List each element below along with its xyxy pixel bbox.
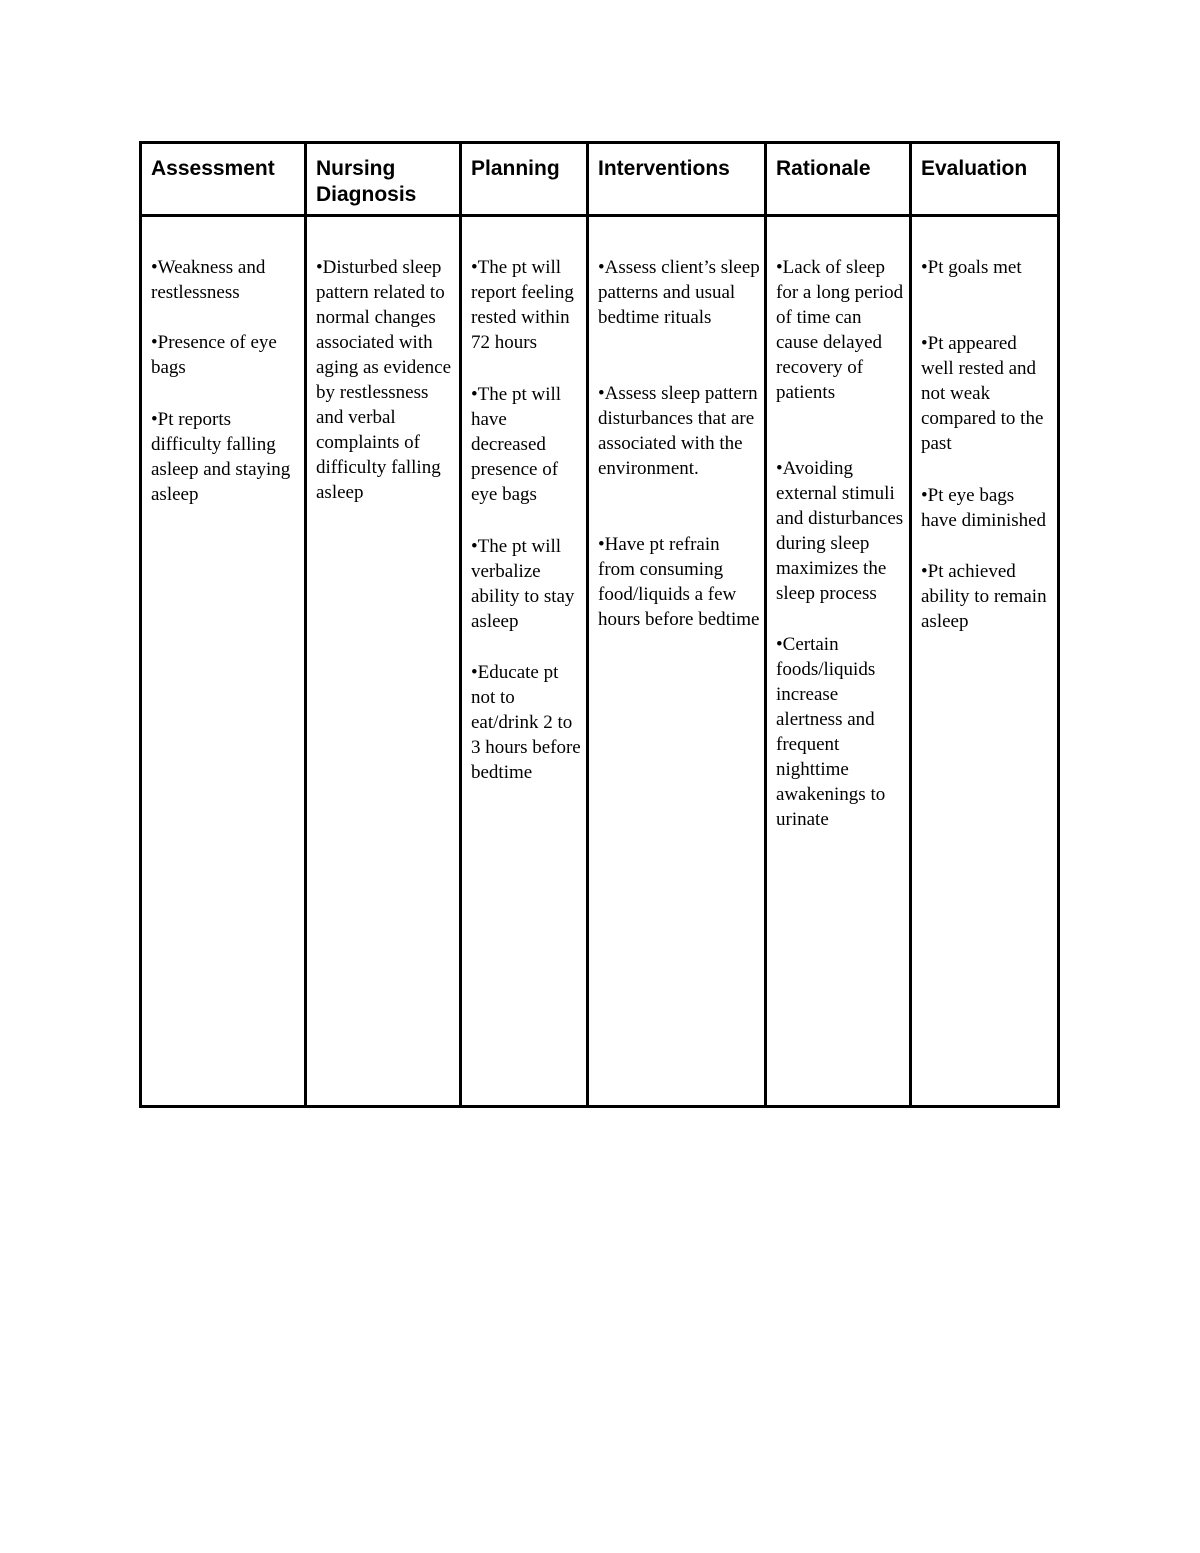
header-evaluation: Evaluation: [911, 143, 1059, 216]
rationale-item: •Certain foods/liquids increase alertness and frequent nighttime awakenings to urinate: [776, 634, 886, 830]
interventions-item: •Have pt refrain from consuming food/liquids a few hours before bedtime: [598, 534, 760, 630]
header-nursing-diagnosis: Nursing Diagnosis: [306, 143, 461, 216]
planning-item: •The pt will verbalize ability to stay asleep: [471, 536, 575, 632]
evaluation-item: •Pt achieved ability to remain asleep: [921, 561, 1047, 632]
assessment-item: •Presence of eye bags: [151, 332, 277, 378]
rationale-item: •Avoiding external stimuli and disturbances during sleep maximizes the sleep process: [776, 458, 904, 604]
assessment-cell: [141, 216, 306, 1107]
header-interventions: Interventions: [588, 143, 766, 216]
interventions-item: •Assess client’s sleep patterns and usual bedtime rituals: [598, 257, 760, 328]
header-planning: Planning: [461, 143, 588, 216]
evaluation-item: •Pt eye bags have diminished: [921, 485, 1047, 531]
planning-item: •Educate pt not to eat/drink 2 to 3 hours before bedtime: [471, 662, 581, 783]
assessment-item: •Pt reports difficulty falling asleep and staying asleep: [151, 409, 291, 505]
evaluation-item: •Pt appeared well rested and not weak compared to the past: [921, 333, 1044, 454]
planning-cell: [461, 216, 588, 1107]
content-row: [141, 216, 1059, 1107]
header-row: [141, 143, 1059, 216]
interventions-item: •Assess sleep pattern disturbances that are associated with the environment.: [598, 383, 758, 479]
evaluation-cell: [911, 216, 1059, 1107]
header-assessment: Assessment: [141, 143, 306, 216]
nursing-care-plan-table: [139, 141, 1060, 1108]
nursing-diagnosis-cell: [306, 216, 461, 1107]
header-rationale: Rationale: [766, 143, 911, 216]
planning-item: •The pt will have decreased presence of eye bags: [471, 384, 562, 505]
diagnosis-item: •Disturbed sleep pattern related to normal changes associated with aging as evidence by restlessness and verbal complaints of difficulty falling asleep: [316, 257, 452, 503]
rationale-cell: [766, 216, 911, 1107]
interventions-cell: [588, 216, 766, 1107]
evaluation-item: •Pt goals met: [921, 257, 1022, 278]
planning-item: •The pt will report feeling rested within 72 hours: [471, 257, 574, 353]
rationale-item: •Lack of sleep for a long period of time can cause delayed recovery of patients: [776, 257, 904, 403]
assessment-item: •Weakness and restlessness: [151, 257, 266, 303]
